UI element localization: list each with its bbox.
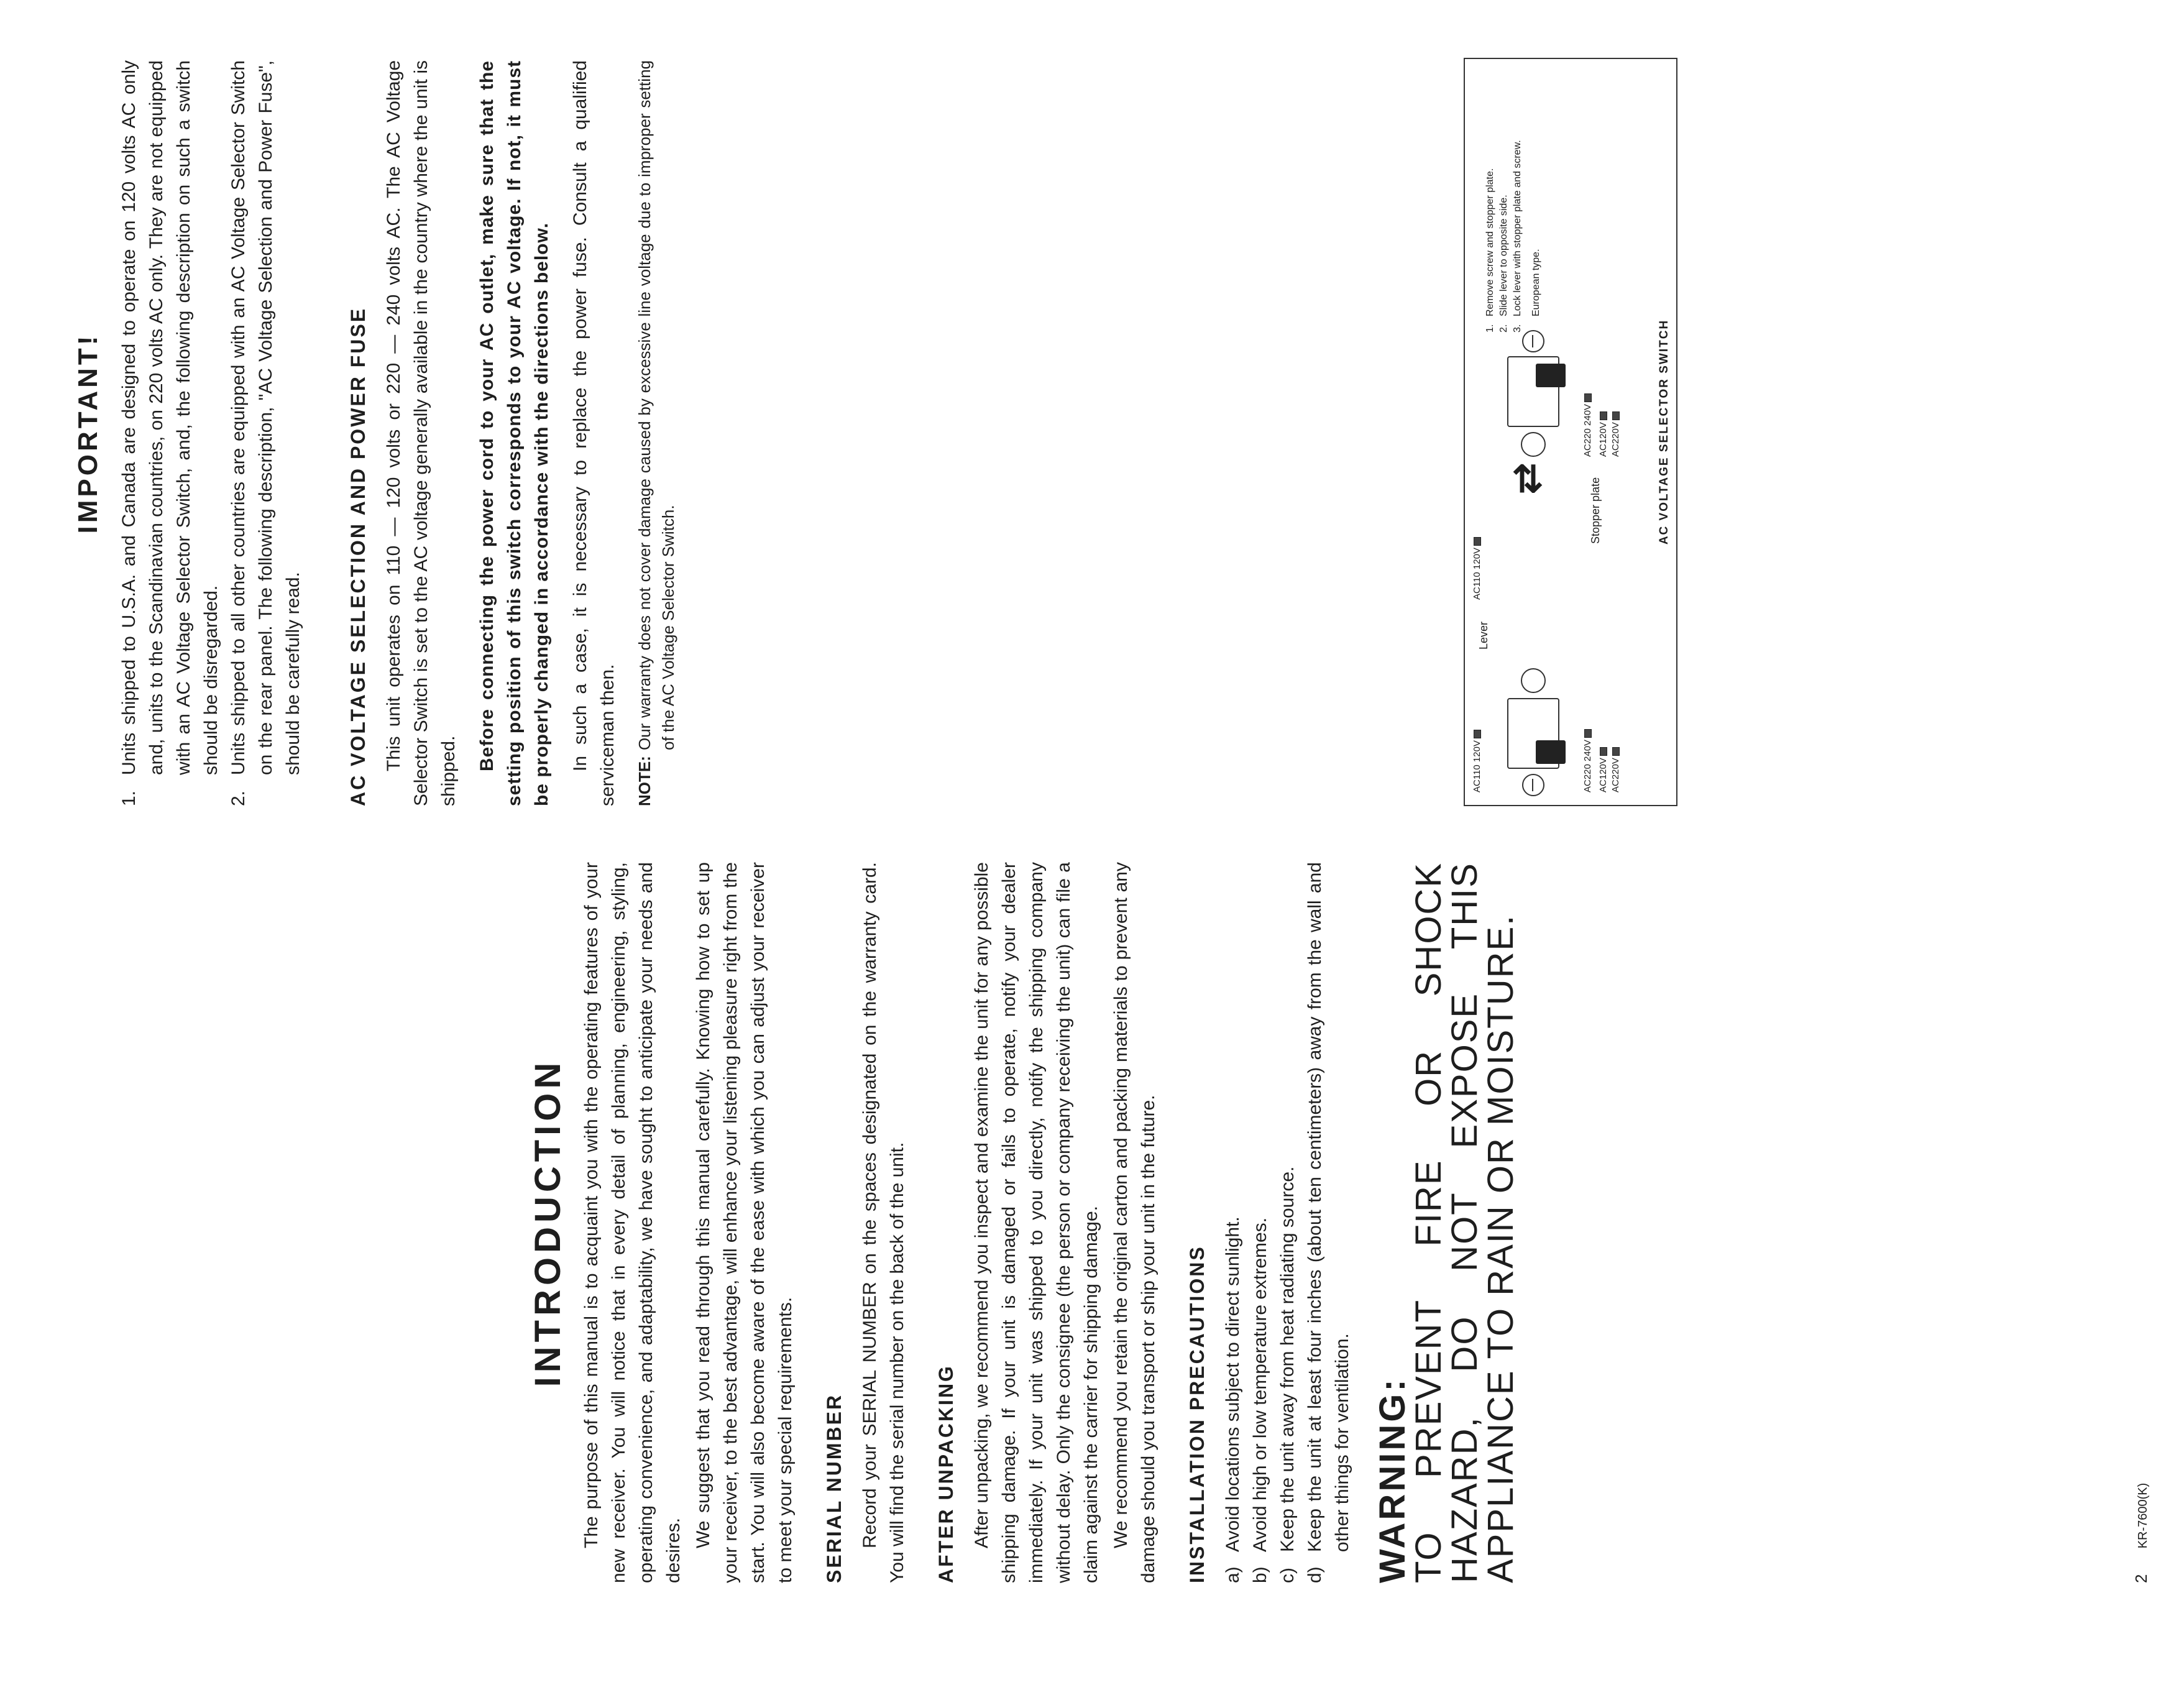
ac-voltage-paragraph-3: In such a case, it is necessary to replace the power fuse. Consult a qualified serviceman then. [570, 60, 618, 806]
screw-icon [1522, 330, 1544, 352]
list-text: Avoid locations subject to direct sunlight. [1223, 1216, 1243, 1552]
voltage-label-small-120: AC120V [1599, 747, 1608, 792]
voltage-label-small-220-right: AC220V [1611, 411, 1621, 457]
list-item [1301, 862, 1356, 1583]
voltage-label-small-120-right: AC120V [1599, 411, 1608, 457]
list-text: Keep the unit at least four inches (about ten centimeters) away from the wall and other things for ventilation. [1305, 862, 1352, 1552]
serial-number-text: Record your SERIAL NUMBER on the spaces designated on the warranty card. You will find the serial number on the back of the unit. [860, 862, 907, 1583]
warning-text: TO PREVENT FIRE OR SHOCK HAZARD, DO NOT EXPOSE THIS APPLIANCE TO RAIN OR MOISTURE. [1408, 862, 1521, 1583]
warning-block [1372, 862, 1521, 1583]
serial-number-heading: SERIAL NUMBER [823, 1393, 845, 1583]
list-marker: d) [1305, 1566, 1325, 1583]
switch-plate [1507, 356, 1559, 427]
important-heading: IMPORTANT! [73, 333, 103, 534]
voltage-selector-figure [1464, 58, 1677, 806]
intro-paragraph-2: We suggest that you read through this manual carefully. Knowing how to set up your receiver, to the best advantage, will enhance your listening pleasure right from the start. You will also become aware of the ease with which you can adjust your receiver to meet your special requirements. [693, 862, 796, 1583]
installation-list [1219, 862, 1356, 1583]
list-item [225, 60, 307, 806]
introduction-title: INTRODUCTION [528, 1058, 568, 1387]
after-unpacking-paragraph-1: After unpacking, we recommend you inspect and examine the unit for any possible shipping damage. If your unit is damaged or fails to operate, notify your dealer immediately. If your unit was shipped to you directly, notify the shipping company without delay. Only the consignee (the person or company receiving the unit) can file a claim against the carrier for shipping damage. [971, 862, 1101, 1583]
voltage-label-220-right: AC220 240V [1583, 393, 1593, 457]
note-text: Our warranty does not cover damage caused by excessive line voltage due to improper setting of the AC Voltage Selector Switch. [635, 60, 677, 750]
screw-icon [1522, 774, 1544, 796]
list-marker: c) [1277, 1568, 1298, 1583]
list-item [1247, 862, 1274, 1583]
list-text: Units shipped to all other countries are equipped with an AC Voltage Selector Switch on the rear panel. The following description, "AC Voltage Selection and Power Fuse", should be carefully read. [228, 60, 303, 775]
list-item: 1. Remove screw and stopper plate. [1485, 168, 1495, 333]
list-marker: a) [1223, 1566, 1243, 1583]
switch-diagram-left [1490, 668, 1577, 799]
voltage-label-110-right: AC110 120V [1472, 537, 1482, 600]
list-item [116, 60, 225, 806]
ac-voltage-paragraph-1: This unit operates on 110 — 120 volts or 220 — 240 volts AC. The AC Voltage Selector Switch is set to the AC voltage generally available in the country where the unit is shipped. [383, 60, 459, 806]
list-text: Units shipped to U.S.A. and Canada are designed to operate on 120 volts AC only and, units to the Scandinavian countries, on 220 volts AC only. They are not equipped with an AC Voltage Selector Switch, and, the following description on such a switch should be disregarded. [119, 60, 221, 775]
switch-diagram-right [1490, 326, 1577, 457]
list-item: European type. [1531, 249, 1541, 316]
installation-heading: INSTALLATION PRECAUTIONS [1186, 1245, 1208, 1583]
ac-voltage-heading: AC VOLTAGE SELECTION AND POWER FUSE [347, 306, 369, 806]
after-unpacking-paragraph-2: We recommend you retain the original carton and packing materials to prevent any damage should you transport or ship your unit in the future. [1111, 862, 1159, 1583]
list-marker: 2. [228, 790, 249, 806]
page-number: 2 [2132, 1574, 2150, 1583]
note-label: NOTE: [635, 756, 654, 806]
list-item [1219, 862, 1247, 1583]
voltage-label-small-220: AC220V [1611, 747, 1621, 792]
voltage-label-220: AC220 240V [1583, 729, 1593, 792]
list-item: 3. Lock lever with stopper plate and screw. [1512, 140, 1523, 333]
switch-arrows-icon: ⇄ [1506, 462, 1548, 494]
list-item [1274, 862, 1301, 1583]
warning-heading: WARNING: [1372, 1377, 1413, 1583]
after-unpacking-heading: AFTER UNPACKING [935, 1364, 957, 1583]
figure-caption: AC VOLTAGE SELECTOR SWITCH [1658, 319, 1671, 545]
ac-voltage-paragraph-2: Before connecting the power cord to your AC outlet, make sure that the setting position of this switch corresponds to your AC voltage. If not, it must be properly changed in accordance with the directions below. [477, 60, 552, 806]
list-text: Avoid high or low temperature extremes. [1250, 1217, 1270, 1552]
list-item: 2. Slide lever to opposite side. [1498, 195, 1509, 333]
list-marker: b) [1250, 1566, 1270, 1583]
list-marker: 1. [119, 790, 139, 806]
screw-icon [1521, 668, 1546, 693]
figure-steps [1484, 71, 1543, 333]
model-code: KR-7600(K) [2136, 1482, 2150, 1549]
list-text: Keep the unit away from heat radiating source. [1277, 1166, 1298, 1552]
switch-plate [1507, 698, 1559, 769]
stopper-plate-label: Stopper plate [1589, 477, 1602, 544]
important-list [116, 60, 307, 806]
lever-icon [1536, 364, 1566, 387]
voltage-label-110: AC110 120V [1472, 730, 1482, 792]
lever-icon [1536, 740, 1566, 764]
note-block [633, 60, 680, 806]
screw-icon [1521, 432, 1546, 457]
page-footer [2132, 1483, 2151, 1583]
right-column [75, 60, 680, 806]
left-column [528, 862, 1521, 1583]
intro-paragraph-1: The purpose of this manual is to acquaint you with the operating features of your new receiver. You will notice that in every detail of planning, engineering, styling, operating convenience, and adaptability, we have sought to anticipate your needs and desires. [581, 862, 684, 1583]
lever-label: Lever [1477, 621, 1490, 650]
